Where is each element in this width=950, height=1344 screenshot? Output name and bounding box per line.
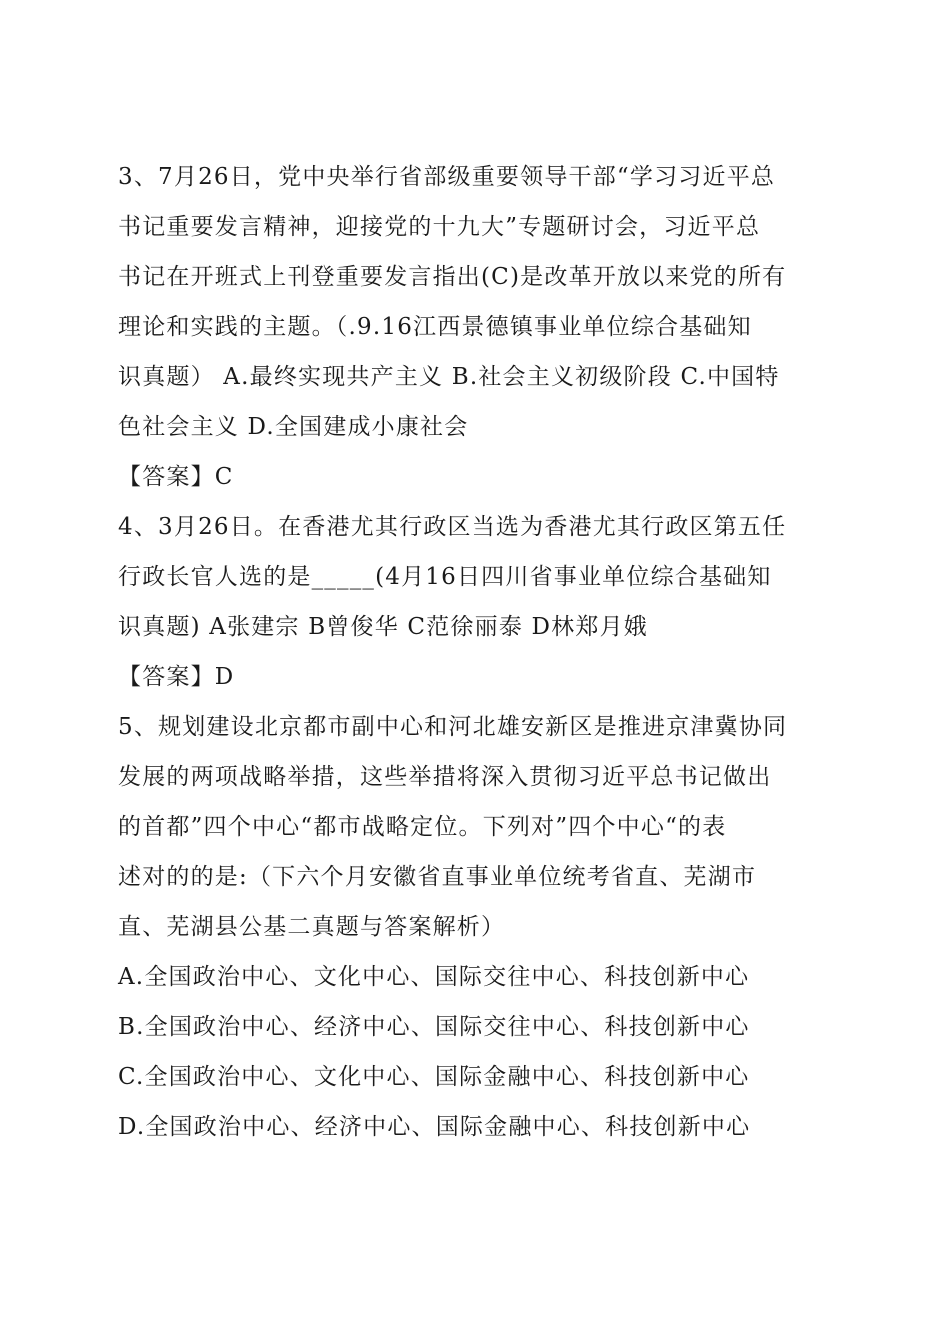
question-3-line-4: 理论和实践的主题。（.9.16江西景德镇事业单位综合基础知 bbox=[118, 314, 752, 340]
question-5-line-3: 的首都”四个中心“都市战略定位。下列对”四个中心“的表 bbox=[118, 814, 727, 840]
question-4-line-1: 4、3月26日。在香港尤其行政区当选为香港尤其行政区第五任 bbox=[118, 514, 787, 540]
question-5-line-4: 述对的的是:（下六个月安徽省直事业单位统考省直、芜湖市 bbox=[118, 864, 757, 890]
question-3 bbox=[118, 152, 830, 502]
question-5-line-5: 直、芜湖县公基二真题与答案解析） bbox=[118, 914, 506, 940]
question-4-line-2: 行政长官人选的是_____(4月16日四川省事业单位综合基础知 bbox=[118, 564, 772, 590]
question-5-option-c: C.全国政治中心、文化中心、国际金融中心、科技创新中心 bbox=[118, 1064, 750, 1090]
question-4-answer: 【答案】D bbox=[118, 664, 235, 690]
question-3-line-2: 书记重要发言精神，迎接党的十九大”专题研讨会，习近平总 bbox=[118, 214, 761, 240]
question-4 bbox=[118, 502, 830, 702]
question-5-option-a: A.全国政治中心、文化中心、国际交往中心、科技创新中心 bbox=[118, 964, 750, 990]
question-5 bbox=[118, 702, 830, 1152]
question-3-line-1: 3、7月26日，党中央举行省部级重要领导干部“学习习近平总 bbox=[118, 164, 776, 190]
question-5-line-1: 5、规划建设北京都市副中心和河北雄安新区是推进京津冀协同 bbox=[118, 714, 788, 740]
question-5-option-b: B.全国政治中心、经济中心、国际交往中心、科技创新中心 bbox=[118, 1014, 750, 1040]
question-5-line-2: 发展的两项战略举措，这些举措将深入贯彻习近平总书记做出 bbox=[118, 764, 772, 790]
question-3-line-6: 色社会主义 D.全国建成小康社会 bbox=[118, 414, 469, 440]
question-3-line-3: 书记在开班式上刊登重要发言指出(C)是改革开放以来党的所有 bbox=[118, 264, 787, 290]
question-4-line-3: 识真题) A张建宗 B曾俊华 C范徐丽泰 D林郑月娥 bbox=[118, 614, 648, 640]
question-5-option-d: D.全国政治中心、经济中心、国际金融中心、科技创新中心 bbox=[118, 1114, 751, 1140]
question-3-answer: 【答案】C bbox=[118, 464, 234, 490]
document-page bbox=[118, 152, 830, 1152]
question-3-line-5: 识真题） A.最终实现共产主义 B.社会主义初级阶段 C.中国特 bbox=[118, 364, 780, 390]
